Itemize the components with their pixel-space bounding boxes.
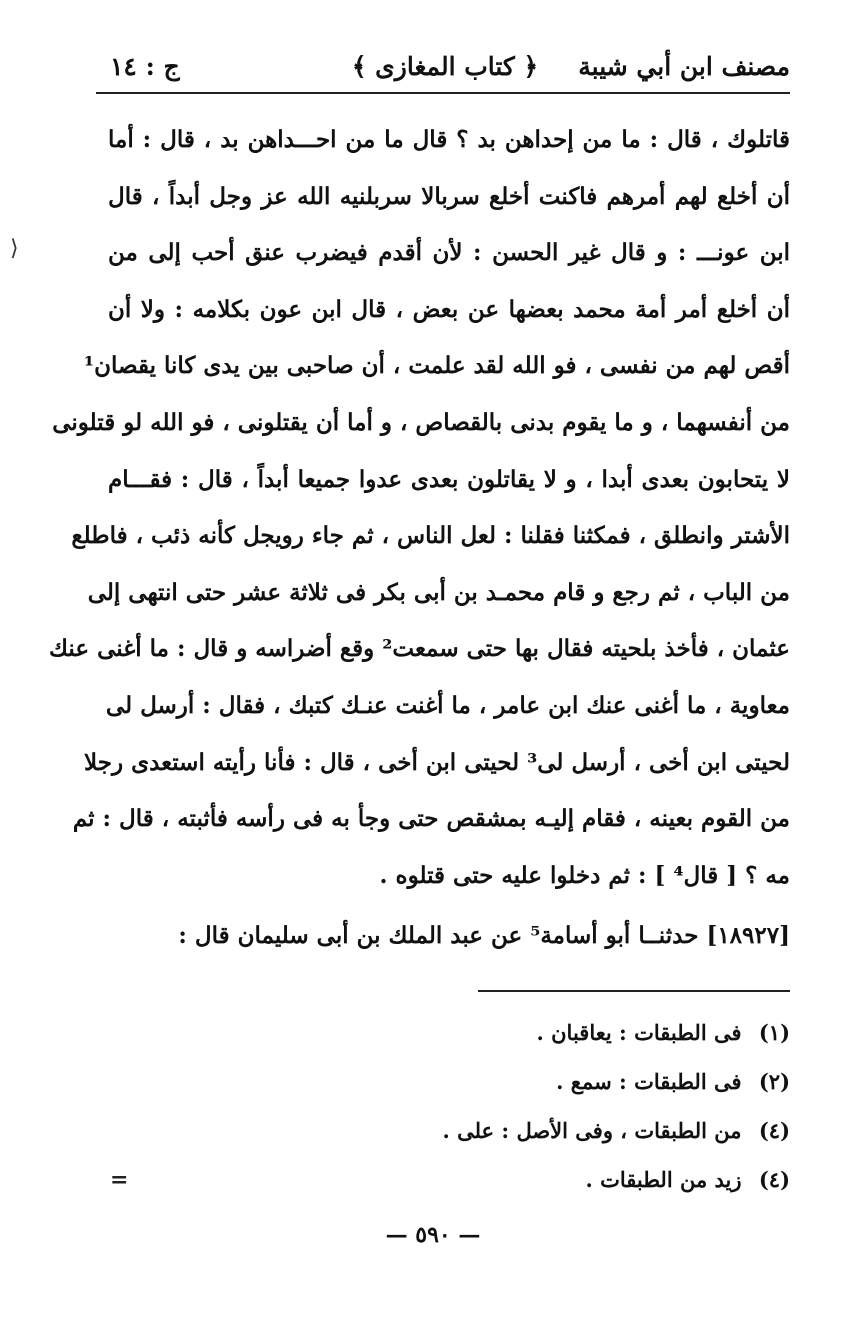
text-line: أقص لهم من نفسى ، فو الله لقد علمت ، أن صاحبى بين يدى كانا يقصان¹ <box>84 352 790 380</box>
text-line: الأشتر وانطلق ، فمكثنا فقلنا : لعل الناس ، ثم جاء رويجل كأنه ذئب ، فاطلع <box>71 522 790 550</box>
footnote-text: من الطبقات ، وفى الأصل : على . <box>442 1118 742 1143</box>
book-title: مصنف ابن أبي شيبة <box>578 52 790 81</box>
footnote-text: فى الطبقات : سمع . <box>556 1069 742 1094</box>
text-line: عثمان ، فأخذ بلحيته فقال بها حتى سمعت² وقع أضراسه و قال : ما أغنى عنك <box>49 635 790 663</box>
footnote-number: (٤) <box>758 1167 790 1192</box>
text-line: أن أخلع أمر أمة محمد بعضها عن بعض ، قال ابن عون بكلامه : ولا أن <box>108 295 790 323</box>
footnote <box>300 1155 790 1204</box>
chapter-title: ﴿ كتاب المغازى ﴾ <box>351 52 539 81</box>
footnote-number: (٢) <box>758 1069 790 1094</box>
text-line: من القوم بعينه ، فقام إليـه بمشقص حتى وجأ به فى رأسه فأثبته ، قال : ثم <box>72 805 790 833</box>
footnote <box>300 1008 790 1057</box>
text-line: لا يتحابون بعدى أبدا ، و لا يقاتلون بعدى عدوا جميعا أبداً ، قال : فقـــام <box>108 465 790 493</box>
next-hadith: [١٨٩٢٧] حدثنــا أبو أسامة⁵ عن عبد الملك بن أبى سليمان قال : <box>178 922 790 949</box>
text-line: قاتلوك ، قال : ما من إحداهن بد ؟ قال ما من احـــداهن بد ، قال : أما <box>108 126 790 153</box>
header-rule <box>96 92 790 94</box>
text-line: معاوية ، ما أغنى عنك ابن عامر ، ما أغنت عنـك كتبك ، فقال : أرسل لى <box>105 691 790 719</box>
main-text <box>49 112 790 904</box>
margin-mark: = <box>110 1167 129 1193</box>
scan-artifact: ⟩ <box>10 236 19 261</box>
footnote-number: (٤) <box>758 1118 790 1143</box>
page-number: — ٥٩٠ — <box>385 1222 481 1248</box>
footnote-text: فى الطبقات : يعاقبان . <box>536 1020 742 1045</box>
volume-number: ج : ١٤ <box>110 52 180 81</box>
footnote-rule <box>478 990 790 992</box>
text-line: أن أخلع لهم أمرهم فاكنت أخلع سربالا سربلنيه الله عز وجل أبداً ، قال <box>108 182 790 210</box>
footnote <box>300 1106 790 1155</box>
footnote <box>300 1057 790 1106</box>
footnote-text: زيد من الطبقات . <box>585 1167 742 1192</box>
page-header <box>100 48 790 92</box>
text-line: ابن عونـــ : و قال غير الحسن : لأن أقدم فيضرب عنق أحب إلى من <box>108 239 790 267</box>
text-line: لحيتى ابن أخى ، أرسل لى³ لحيتى ابن أخى ، قال : فأنا رأيته استعدى رجلا <box>84 748 790 776</box>
text-line: من الباب ، ثم رجع و قام محمـد بن أبى بكر فى ثلاثة عشر حتى انتهى إلى <box>87 578 790 606</box>
text-line: من أنفسهما ، و ما يقوم بدنى بالقصاص ، و أما أن يقتلونى ، فو الله لو قتلونى <box>52 408 790 436</box>
footnotes <box>300 1008 790 1204</box>
text-line: مه ؟ [ قال⁴ ] : ثم دخلوا عليه حتى قتلوه . <box>379 861 790 889</box>
footnote-number: (١) <box>758 1020 790 1045</box>
